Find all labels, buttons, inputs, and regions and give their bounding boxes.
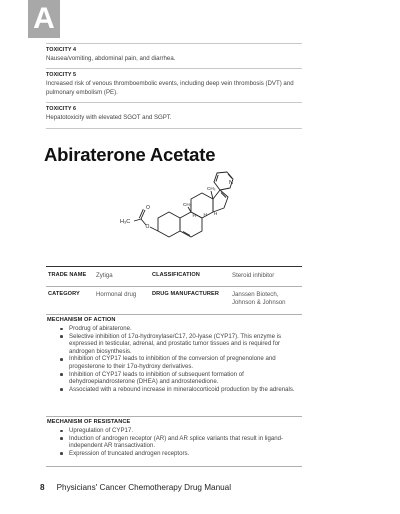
svg-text:O: O xyxy=(146,205,150,211)
list-item: Inhibition of CYP17 leads to inhibition of subsequent formation of dehydroepiandrosterone (DHEA) and androstenedione. xyxy=(69,371,302,386)
trade-name-label: TRADE NAME xyxy=(46,267,94,287)
classification-value: Steroid inhibitor xyxy=(230,267,302,287)
classification-label: CLASSIFICATION xyxy=(150,267,230,287)
methyl-label: CH₃ xyxy=(207,186,216,191)
manufacturer-label: DRUG MANUFACTURER xyxy=(150,286,230,312)
page-number: 8 xyxy=(40,483,45,492)
mechanism-of-action-section xyxy=(46,314,302,393)
mechanism-of-resistance-list xyxy=(46,427,302,457)
book-title: Physicians' Cancer Chemotherapy Drug Manual xyxy=(56,483,232,492)
trade-name-value: Zytiga xyxy=(94,267,150,287)
section-divider xyxy=(46,466,302,467)
list-item: Prodrug of abiraterone. xyxy=(69,325,302,333)
category-value: Hormonal drug xyxy=(94,286,150,312)
list-item: Inhibition of CYP17 leads to inhibition of the conversion of pregnenolone and progesterone to their 17α-hydroxy derivatives. xyxy=(69,355,302,370)
toxicity-title: TOXICITY 6 xyxy=(46,106,77,113)
hydrogen-label: H xyxy=(203,212,207,217)
methyl-label: CH₃ xyxy=(183,202,192,207)
toxicity-list xyxy=(46,43,302,129)
table-row xyxy=(46,267,302,287)
toxicity-title: TOXICITY 5 xyxy=(46,72,77,79)
acetyl-methyl-label: H₃C xyxy=(120,219,131,225)
hydrogen-label: H xyxy=(192,213,196,218)
list-item: Selective inhibition of 17α-hydroxylase/C17, 20-lyase (CYP17). This enzyme is expressed in testicular, adrenal, and prostatic tumor tissues and is required for androgen biosynthesis. xyxy=(69,333,302,356)
toxicity-title: TOXICITY 4 xyxy=(46,47,77,53)
manufacturer-value: Janssen Biotech, Johnson & Johnson xyxy=(230,286,302,312)
list-item: Upregulation of CYP17. xyxy=(69,427,302,435)
toxicity-text: Nausea/vomiting, abdominal pain, and diarrhea. xyxy=(46,55,176,62)
drug-info-table xyxy=(46,266,302,312)
page-footer xyxy=(40,483,231,492)
toxicity-block xyxy=(46,43,302,68)
mechanism-of-action-list xyxy=(46,325,302,393)
category-label: CATEGORY xyxy=(46,286,94,312)
list-item: Expression of truncated androgen receptors. xyxy=(69,450,302,458)
mechanism-of-resistance-section xyxy=(46,416,302,457)
chemical-structure-diagram xyxy=(110,170,250,260)
list-item: Associated with a rebound increase in mineralocorticoid production by the adrenals. xyxy=(69,386,302,394)
svg-text:O: O xyxy=(145,224,150,230)
toxicity-block xyxy=(46,102,302,128)
toxicity-block xyxy=(46,68,302,102)
toxicity-text: Increased risk of venous thromboembolic events, including deep vein thrombosis (DVT) and pulmonary embolism (PE). xyxy=(46,80,294,96)
pyridine-nitrogen-label: N xyxy=(229,180,233,186)
list-item: Induction of androgen receptor (AR) and AR splice variants that result in ligand-independent AR transactivation. xyxy=(69,435,302,450)
toxicity-text: Hepatotoxicity with elevated SGOT and SGPT. xyxy=(46,114,172,122)
section-title: MECHANISM OF ACTION xyxy=(47,317,116,323)
section-title: MECHANISM OF RESISTANCE xyxy=(47,419,131,425)
hydrogen-label: H xyxy=(214,211,218,216)
table-row xyxy=(46,286,302,312)
section-tab-letter: A xyxy=(28,0,60,38)
drug-title: Abiraterone Acetate xyxy=(44,144,216,165)
